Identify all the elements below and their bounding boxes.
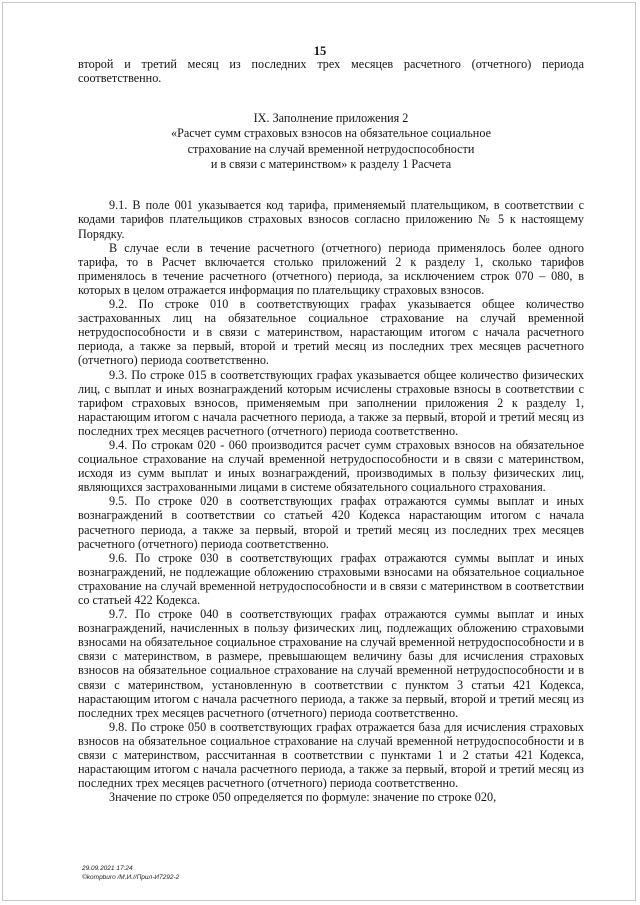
paragraph-9-1: 9.1. В поле 001 указывается код тарифа, применяемый плательщиком, в соответствии с кодами тарифов плательщиков страховых взносов согласно приложению № 5 к настоящему Порядку.	[78, 198, 584, 241]
paragraph-9-8: 9.8. По строке 050 в соответствующих графах отражается база для исчисления страховых взносов на обязательное социальное страхование на случай временной нетрудоспособности и в связи с материнством, рассчитанная в соответствии с пунктами 1 и 2 статьи 421 Кодекса, нарастающим итогом с начала расчетного периода, а также за первый, второй и третий месяц из последних трех месяцев расчетного (отчетного) периода соответственно.	[78, 719, 584, 791]
footer-date: 29.09.2021 17:24	[82, 865, 133, 872]
paragraph-9-6: 9.6. По строке 030 в соответствующих графах отражаются суммы выплат и иных вознаграждений, не подлежащие обложению страховыми взносами на обязательное социальное страхование на случай временной нетрудоспособности и в связи с материнством в соответствии со статьей 422 Кодекса.	[78, 550, 584, 607]
paragraph-9-3: 9.3. По строке 015 в соответствующих графах указывается общее количество физических лиц, с выплат и иных вознаграждений которым исчислены страховые взносы в соответствии с тарифом страховых взносов, применяемым при заполнении приложения 2 к разделу 1, нарастающим итогом с начала расчетного периода, а также за первый, второй и третий месяц из последних трех месяцев расчетного (отчетного) периода соответственно.	[78, 367, 584, 438]
section-title: IX. Заполнение приложения 2	[253, 111, 409, 126]
document-body	[78, 57, 584, 804]
section-subtitle-line-2: страхование на случай временной нетрудоспособности	[187, 141, 475, 156]
document-footer	[82, 864, 179, 882]
footer-stamp: ©kompburo /М.И.//Прил-И7292-2	[82, 874, 180, 881]
page-number: 15	[313, 44, 327, 58]
paragraph-9-2: 9.2. По строке 010 в соответствующих графах указывается общее количество застрахованных лиц на обязательное социальное страхование на случай временной нетрудоспособности и в связи с материнством, нарастающим итогом с начала расчетного периода, а также за первый, второй и третий месяц из последних трех месяцев расчетного (отчетного) периода соответственно.	[78, 297, 584, 368]
paragraph-9-4: 9.4. По строкам 020 - 060 производится расчет сумм страховых взносов на обязательное социальное страхование на случай временной нетрудоспособности и в связи с материнством, исходя из сумм выплат и иных вознаграждений, производимых в пользу физических лиц, являющихся застрахованными лицами в системе обязательного социального страхования.	[78, 437, 584, 495]
paragraph-9-7: 9.7. По строке 040 в соответствующих графах отражаются суммы выплат и иных вознаграждений, начисленных в пользу физических лиц, подлежащих обложению страховыми взносами на обязательное социальное страхование на случай временной нетрудоспособности и в связи с материнством, в размере, превышающем величину базы для исчисления страховых взносов на обязательное социальное страхование на случай временной нетрудоспособности и в связи с материнством, установленную в соответствии с пунктом 3 статьи 421 Кодекса, нарастающим итогом с начала расчетного периода, а также за первый, второй и третий месяц из последних трех месяцев расчетного (отчетного) периода соответственно.	[78, 607, 584, 720]
paragraph-continuation: второй и третий месяц из последних трех месяцев расчетного (отчетного) периода соответственно.	[78, 57, 584, 86]
section-subtitle-line-3: и в связи с материнством» к разделу 1 Расчета	[210, 157, 452, 172]
section-heading	[78, 111, 584, 172]
paragraph-9-1-note: В случае если в течение расчетного (отчетного) периода применялось более одного тарифа, то в Расчет включается столько приложений 2 к разделу 1, сколько тарифов применялось в течение расчетного (отчетного) периода, за исключением строк 070 – 080, в которых в целом отражается информация по плательщику страховых взносов.	[78, 240, 584, 297]
paragraph-formula: Значение по строке 050 определяется по формуле: значение по строке 020,	[109, 790, 497, 805]
paragraph-9-5: 9.5. По строке 020 в соответствующих графах отражаются суммы выплат и иных вознаграждений в соответствии со статьей 420 Кодекса нарастающим итогом с начала расчетного периода, а также за первый, второй и третий месяц из последних трех месяцев расчетного (отчетного) периода соответственно.	[78, 494, 584, 551]
section-subtitle-line-1: «Расчет сумм страховых взносов на обязательное социальное	[171, 126, 491, 141]
